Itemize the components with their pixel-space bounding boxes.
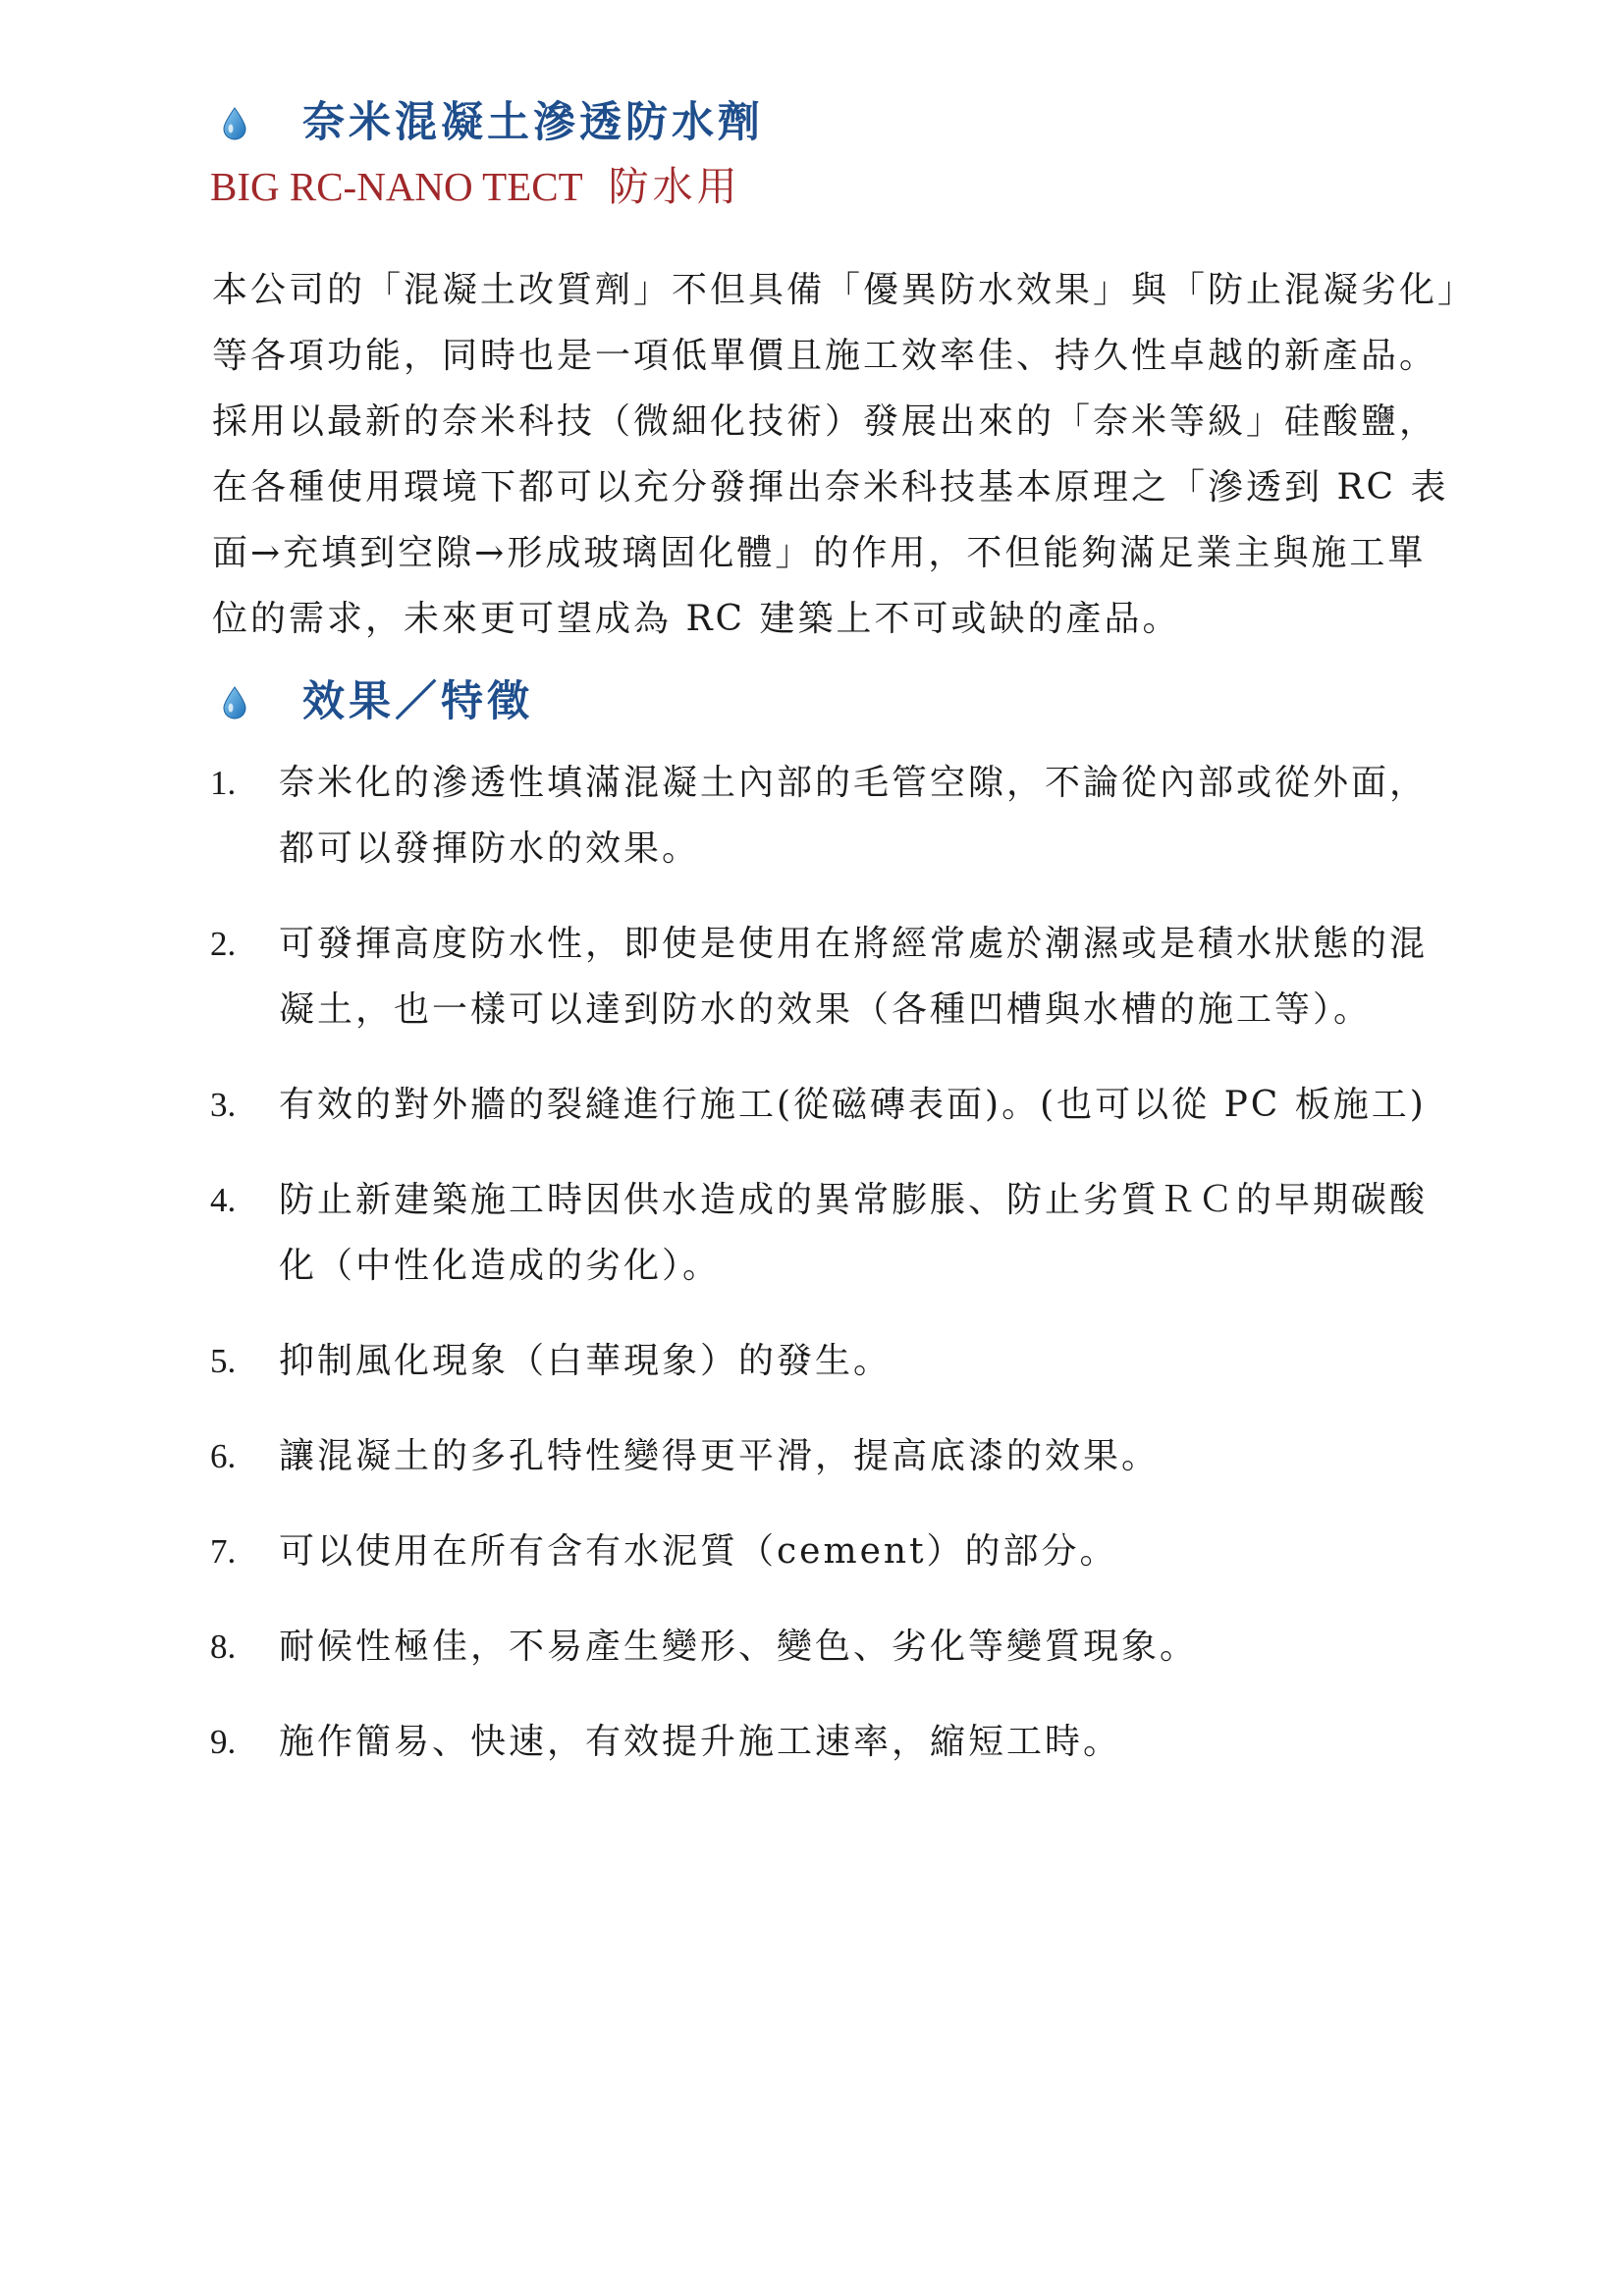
feature-list	[210, 750, 1447, 1804]
feature-item	[210, 1167, 1447, 1299]
water-drop-icon	[222, 686, 247, 720]
feature-number: 4.	[210, 1181, 237, 1219]
feature-number: 7.	[210, 1532, 237, 1571]
feature-text: 有效的對外牆的裂縫進行施工(從磁磚表面)。(也可以從 PC 板施工)	[279, 1085, 1427, 1125]
product-subtitle	[210, 164, 741, 209]
features-heading-text: 效果／特徵	[302, 677, 533, 726]
document-title	[222, 98, 764, 147]
feature-item	[210, 1423, 1447, 1489]
feature-text: 施作簡易、快速，有效提升施工速率，縮短工時。	[279, 1722, 1122, 1762]
intro-line: 本公司的「混凝土改質劑」不但具備「優異防水效果」與「防止混凝劣化」	[212, 270, 1477, 310]
feature-text: 防止新建築施工時因供水造成的異常膨脹、防止劣質ＲＣ的早期碳酸	[279, 1180, 1429, 1220]
feature-item	[210, 1519, 1447, 1584]
feature-number: 6.	[210, 1437, 237, 1475]
feature-text: 耐候性極佳，不易產生變形、變色、劣化等變質現象。	[279, 1627, 1199, 1667]
feature-number: 1.	[210, 764, 237, 802]
feature-text: 可以使用在所有含有水泥質（cement）的部分。	[279, 1531, 1118, 1572]
title-text: 奈米混凝土滲透防水劑	[302, 98, 764, 147]
feature-text: 化（中性化造成的劣化）。	[279, 1246, 722, 1286]
feature-text: 可發揮高度防水性，即使是使用在將經常處於潮濕或是積水狀態的混	[279, 924, 1429, 964]
intro-line: 位的需求，未來更可望成為 RC 建築上不可或缺的產品。	[212, 599, 1181, 639]
feature-text: 奈米化的滲透性填滿混凝土內部的毛管空隙，不論從內部或從外面，	[279, 763, 1429, 803]
feature-item	[210, 911, 1447, 1042]
feature-number: 9.	[210, 1723, 237, 1761]
subtitle-english: BIG RC-NANO TECT	[210, 164, 583, 209]
feature-item	[210, 1709, 1447, 1775]
water-drop-icon	[222, 107, 247, 140]
feature-text: 抑制風化現象（白華現象）的發生。	[279, 1341, 893, 1381]
feature-item	[210, 1328, 1447, 1394]
intro-line: 面→充填到空隙→形成玻璃固化體」的作用，不但能夠滿足業主與施工單	[212, 533, 1427, 573]
intro-line: 等各項功能，同時也是一項低單價且施工效率佳、持久性卓越的新產品。	[212, 336, 1438, 376]
feature-number: 3.	[210, 1086, 237, 1124]
feature-number: 5.	[210, 1342, 237, 1380]
feature-text: 都可以發揮防水的效果。	[279, 828, 701, 869]
feature-item	[210, 1072, 1447, 1138]
intro-line: 在各種使用環境下都可以充分發揮出奈米科技基本原理之「滲透到 RC 表	[212, 467, 1449, 507]
feature-text: 讓混凝土的多孔特性變得更平滑，提高底漆的效果。	[279, 1436, 1161, 1476]
subtitle-chinese: 防水用	[608, 164, 741, 209]
feature-item	[210, 750, 1447, 881]
features-heading	[222, 677, 533, 726]
intro-line: 採用以最新的奈米科技（微細化技術）發展出來的「奈米等級」硅酸鹽，	[212, 401, 1438, 442]
feature-text: 凝土，也一樣可以達到防水的效果（各種凹槽與水槽的施工等）。	[279, 989, 1373, 1030]
feature-number: 8.	[210, 1628, 237, 1666]
feature-item	[210, 1614, 1447, 1680]
feature-number: 2.	[210, 925, 237, 963]
intro-paragraph	[212, 257, 1477, 652]
